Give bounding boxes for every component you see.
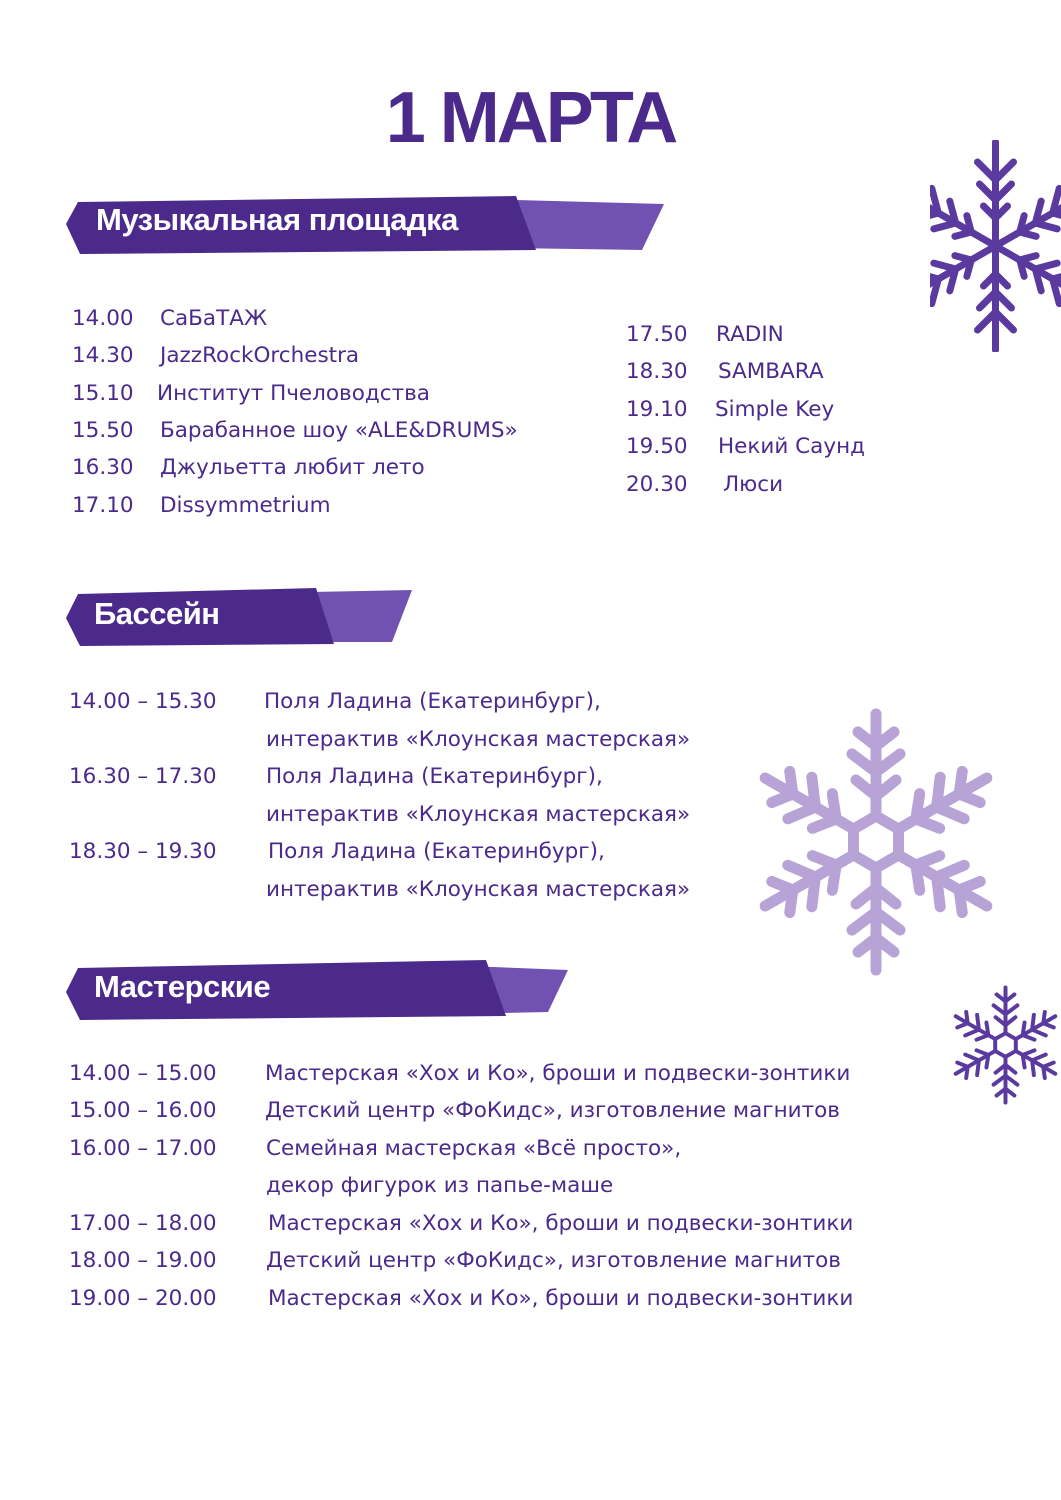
page-title: 1 МАРТА bbox=[385, 78, 676, 158]
snowflake-icon bbox=[930, 140, 1061, 352]
row-act: Мастерская «Хох и Ко», броши и подвески-зонтики bbox=[268, 1211, 854, 1236]
row-time: 16.00 – 17.00 bbox=[69, 1136, 217, 1161]
row-act: Институт Пчеловодства bbox=[157, 381, 430, 406]
section-heading: Музыкальная площадка bbox=[96, 202, 458, 237]
row-time: 14.00 – 15.30 bbox=[69, 689, 217, 714]
row-act: Семейная мастерская «Всё просто», bbox=[266, 1136, 682, 1161]
row-time: 14.30 bbox=[72, 343, 134, 368]
row-act: JazzRockOrchestra bbox=[160, 343, 360, 368]
row-time: 15.00 – 16.00 bbox=[69, 1098, 217, 1123]
row-act: Поля Ладина (Екатеринбург), bbox=[264, 689, 601, 714]
row-act: интерактив «Клоунская мастерская» bbox=[266, 802, 691, 827]
row-time: 18.30 – 19.30 bbox=[69, 839, 217, 864]
section-heading: Мастерские bbox=[94, 969, 271, 1004]
snowflake-icon bbox=[740, 706, 1012, 978]
row-act: Барабанное шоу «ALE&DRUMS» bbox=[160, 418, 518, 443]
section-heading: Бассейн bbox=[94, 596, 220, 631]
row-act: Мастерская «Хох и Ко», броши и подвески-зонтики bbox=[265, 1061, 851, 1086]
row-act: Некий Саунд bbox=[718, 434, 865, 459]
row-time: 14.00 bbox=[72, 306, 134, 331]
row-time: 17.10 bbox=[72, 493, 134, 518]
row-act: СаБаТАЖ bbox=[160, 306, 268, 331]
row-time: 19.10 bbox=[626, 397, 688, 422]
row-time: 17.00 – 18.00 bbox=[69, 1211, 217, 1236]
row-act: Simple Key bbox=[715, 397, 835, 422]
row-time: 15.10 bbox=[72, 381, 134, 406]
snowflake-icon bbox=[950, 984, 1061, 1106]
row-act: Поля Ладина (Екатеринбург), bbox=[268, 839, 605, 864]
row-act: Поля Ладина (Екатеринбург), bbox=[266, 764, 603, 789]
row-act: Люси bbox=[723, 472, 784, 497]
row-act: Мастерская «Хох и Ко», броши и подвески-зонтики bbox=[268, 1286, 854, 1311]
row-time: 17.50 bbox=[626, 322, 688, 347]
row-time: 16.30 bbox=[72, 455, 134, 480]
row-act: Детский центр «ФоКидс», изготовление магнитов bbox=[265, 1098, 840, 1123]
row-time: 15.50 bbox=[72, 418, 134, 443]
row-act: Dissymmetrium bbox=[160, 493, 331, 518]
row-act: Джульетта любит лето bbox=[160, 455, 425, 480]
row-time: 20.30 bbox=[626, 472, 688, 497]
row-act: интерактив «Клоунская мастерская» bbox=[266, 877, 691, 902]
row-time: 18.00 – 19.00 bbox=[69, 1248, 217, 1273]
row-act: SAMBARA bbox=[718, 359, 824, 384]
row-time: 19.50 bbox=[626, 434, 688, 459]
row-act: интерактив «Клоунская мастерская» bbox=[266, 727, 691, 752]
row-act: декор фигурок из папье-маше bbox=[266, 1173, 614, 1198]
section-banner-workshops bbox=[66, 958, 571, 1022]
row-time: 14.00 – 15.00 bbox=[69, 1061, 217, 1086]
row-time: 18.30 bbox=[626, 359, 688, 384]
row-act: RADIN bbox=[716, 322, 784, 347]
row-time: 16.30 – 17.30 bbox=[69, 764, 217, 789]
row-act: Детский центр «ФоКидс», изготовление магнитов bbox=[266, 1248, 841, 1273]
row-time: 19.00 – 20.00 bbox=[69, 1286, 217, 1311]
section-banner-pool bbox=[66, 586, 416, 650]
section-banner-music bbox=[66, 194, 666, 258]
